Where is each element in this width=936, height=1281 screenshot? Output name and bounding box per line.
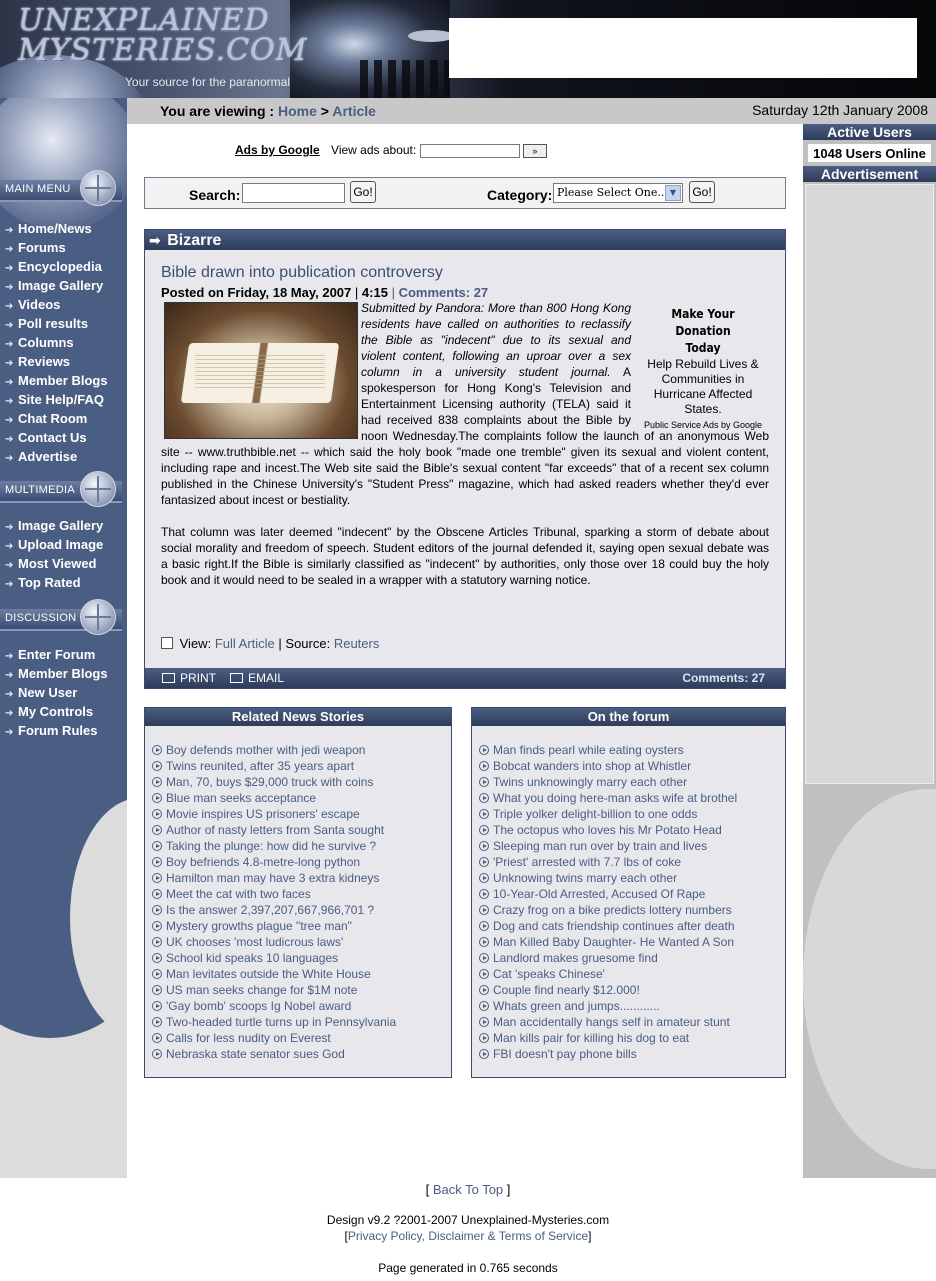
list-item[interactable] <box>152 822 451 838</box>
sidebar-item-label: Most Viewed <box>18 556 97 571</box>
related-news-list <box>145 742 451 1062</box>
sidebar-item-label: Enter Forum <box>18 647 96 662</box>
source-link[interactable]: Reuters <box>333 636 380 651</box>
list-item-link[interactable]: Twins unknowingly marry each other <box>493 775 688 789</box>
view-ads-label: View ads about: <box>331 143 417 157</box>
circle-arrow-icon <box>479 761 489 771</box>
sidebar-item-label: Forum Rules <box>18 723 98 738</box>
sidebar-item-reviews[interactable] <box>0 352 127 371</box>
site-logo[interactable] <box>18 3 308 68</box>
circle-arrow-icon <box>152 873 162 883</box>
main-content <box>127 124 803 1161</box>
list-item[interactable] <box>479 838 785 854</box>
arrow-right-icon: ➔ <box>5 244 14 255</box>
list-item[interactable] <box>479 902 785 918</box>
list-item-link[interactable]: Crazy frog on a bike predicts lottery numbers <box>493 903 732 917</box>
circle-arrow-icon <box>479 1049 489 1059</box>
arrow-right-icon: ➔ <box>5 651 14 662</box>
sidebar-item-chat-room[interactable] <box>0 409 127 428</box>
list-item-link[interactable]: FBI doesn't pay phone bills <box>493 1047 637 1061</box>
article-section-title: Bizarre <box>167 232 222 249</box>
circle-arrow-icon <box>152 809 162 819</box>
sidebar-item-my-controls[interactable] <box>0 702 127 721</box>
list-item-link[interactable]: Author of nasty letters from Santa sought <box>166 823 385 837</box>
category-selected-value: Please Select One.. <box>557 186 665 199</box>
main-menu-header <box>0 170 127 210</box>
comments-link[interactable]: Comments: 27 <box>398 285 489 300</box>
list-item[interactable] <box>152 886 451 902</box>
circle-arrow-icon <box>152 1033 162 1043</box>
sidebar-item-label: Poll results <box>18 316 89 331</box>
list-item[interactable] <box>479 1046 785 1062</box>
circle-arrow-icon <box>479 873 489 883</box>
article-title: Bible drawn into publication controversy <box>161 264 443 281</box>
circle-arrow-icon <box>479 969 489 979</box>
top-ad-banner[interactable] <box>449 18 917 78</box>
forum-title: On the forum <box>472 708 785 726</box>
forum-list <box>472 742 785 1062</box>
donation-ad[interactable] <box>637 300 769 430</box>
list-item-link[interactable]: Man levitates outside the White House <box>166 967 371 981</box>
article-view-line <box>161 636 379 651</box>
article-footer-bar <box>145 668 785 688</box>
list-item[interactable] <box>152 1014 451 1030</box>
circle-arrow-icon <box>479 745 489 755</box>
article-paragraph-1-rest: A spokesperson for Hong Kong's Television and Entertainment Licensing authority (TELA) said it had received 838 complaints about the Bible by noon Wednesday.The complaints follow the launch of an anonymous Web site -- www.truthbible.net -- which said the holy book "made one tremble" given its sexual and violent content, including rape and incest.The Web site said the Bible's sexual content "far exceeds" that of a recent sex column published in the Chinese University's "Student Press" magazine, which had asked readers whether they'd ever fantasized about incest or bestiality. <box>161 365 769 507</box>
article-body <box>161 300 769 604</box>
related-news-box <box>144 707 452 1078</box>
printer-icon <box>162 673 175 683</box>
search-input[interactable] <box>242 183 345 203</box>
circle-arrow-icon <box>152 841 162 851</box>
multimedia-header <box>0 471 127 511</box>
sidebar-item-contact-us[interactable] <box>0 428 127 447</box>
sidebar-item-enter-forum[interactable] <box>0 645 127 664</box>
posted-date: Posted on Friday, 18 May, 2007 <box>161 285 352 300</box>
list-item[interactable] <box>479 950 785 966</box>
sidebar-item-poll-results[interactable] <box>0 314 127 333</box>
list-item[interactable] <box>479 934 785 950</box>
circle-arrow-icon <box>479 905 489 915</box>
list-item-link[interactable]: Hamilton man may have 3 extra kidneys <box>166 871 380 885</box>
list-item-link[interactable]: 'Priest' arrested with 7.7 lbs of coke <box>493 855 681 869</box>
print-button[interactable] <box>162 668 216 688</box>
circle-arrow-icon <box>152 889 162 899</box>
arrow-right-icon: ➔ <box>5 320 14 331</box>
list-item[interactable] <box>152 790 451 806</box>
circle-arrow-icon <box>479 1017 489 1027</box>
discussion-menu <box>0 645 127 740</box>
circle-arrow-icon <box>152 1001 162 1011</box>
breadcrumb-prefix: You are viewing : <box>160 103 275 119</box>
arrow-right-icon: ➔ <box>5 415 14 426</box>
view-label: View: <box>179 636 212 651</box>
list-item[interactable] <box>152 854 451 870</box>
globe-graphic <box>0 98 127 230</box>
list-item[interactable] <box>152 1046 451 1062</box>
list-item-link[interactable]: Blue man seeks acceptance <box>166 791 317 805</box>
circle-arrow-icon <box>152 969 162 979</box>
circle-arrow-icon <box>479 825 489 835</box>
sidebar-item-label: Member Blogs <box>18 373 108 388</box>
article-box <box>144 229 786 689</box>
article-intro: Submitted by Pandora: More than 800 Hong Kong residents have called on authorities to reclassify the Bible as "indecent" due to its sexual and violent content, following an uproar over a sex column in a university student journal. <box>361 301 631 379</box>
sidebar-item-label: Home/News <box>18 221 92 236</box>
site-header <box>0 0 936 98</box>
list-item-link[interactable]: What you doing here-man asks wife at brothel <box>493 791 738 805</box>
sidebar-item-label: Forums <box>18 240 66 255</box>
google-ads-bar <box>235 143 547 158</box>
list-item-link[interactable]: Couple find nearly $12.000! <box>493 983 640 997</box>
advertisement-header: Advertisement <box>803 166 936 182</box>
donate-body: Help Rebuild Lives & Communities in Hurricane Affected States. <box>647 357 759 416</box>
circle-arrow-icon <box>152 825 162 835</box>
list-item[interactable] <box>152 934 451 950</box>
list-item-link[interactable]: Nebraska state senator sues God <box>166 1047 345 1061</box>
list-item-link[interactable]: Dog and cats friendship continues after death <box>493 919 735 933</box>
comments-count[interactable]: Comments: 27 <box>682 671 765 685</box>
posted-time: 4:15 <box>361 285 388 300</box>
sidebar-item-label: Contact Us <box>18 430 87 445</box>
list-item[interactable] <box>479 758 785 774</box>
breadcrumb-current[interactable]: Article <box>332 103 376 119</box>
list-item-link[interactable]: Mystery growths plague "tree man" <box>166 919 352 933</box>
circle-arrow-icon <box>479 857 489 867</box>
circle-arrow-icon <box>152 921 162 931</box>
active-users-header: Active Users <box>803 124 936 140</box>
discussion-label: DISCUSSION <box>5 612 77 624</box>
arrow-right-icon: ➔ <box>5 358 14 369</box>
privacy-link[interactable]: Privacy Policy, Disclaimer & Terms of Service <box>347 1229 589 1243</box>
email-label: EMAIL <box>248 671 285 685</box>
circle-arrow-icon <box>152 953 162 963</box>
arrow-right-icon: ➔ <box>5 541 14 552</box>
globe-icon <box>80 471 116 507</box>
source-label: | Source: <box>278 636 331 651</box>
list-item[interactable] <box>152 902 451 918</box>
sidebar-item-label: Member Blogs <box>18 666 108 681</box>
list-item-link[interactable]: School kid speaks 10 languages <box>166 951 339 965</box>
list-item-link[interactable]: 'Gay bomb' scoops Ig Nobel award <box>166 999 352 1013</box>
list-item[interactable] <box>152 758 451 774</box>
list-item-link[interactable]: Unknowing twins marry each other <box>493 871 678 885</box>
page-generated: Page generated in 0.765 seconds <box>378 1261 558 1275</box>
sidebar-item-videos[interactable] <box>0 295 127 314</box>
list-item[interactable] <box>152 774 451 790</box>
list-item-link[interactable]: Man kills pair for killing his dog to eat <box>493 1031 690 1045</box>
main-menu <box>0 219 127 466</box>
globe-icon <box>80 170 116 206</box>
document-icon <box>161 637 173 649</box>
list-item-link[interactable]: Meet the cat with two faces <box>166 887 311 901</box>
list-item-link[interactable]: Is the answer 2,397,207,667,966,701 ? <box>166 903 375 917</box>
circle-arrow-icon <box>152 1049 162 1059</box>
sidebar-item-member-blogs[interactable] <box>0 371 127 390</box>
page-footer: [ Back To Top ] Design v9.2 ?2001-2007 Unexplained-Mysteries.com [Privacy Policy, Disclaimer & Terms of Service] Page generated in 0.765 seconds <box>0 1178 936 1281</box>
search-go-button[interactable]: Go! <box>350 181 376 203</box>
list-item-link[interactable]: The octopus who loves his Mr Potato Head <box>493 823 722 837</box>
sidebar-item-label: New User <box>18 685 78 700</box>
category-label: Category: <box>487 187 553 203</box>
related-news-title: Related News Stories <box>145 708 451 726</box>
circle-arrow-icon <box>479 953 489 963</box>
arrow-right-icon: ➔ <box>5 396 14 407</box>
list-item[interactable] <box>152 982 451 998</box>
arrow-right-icon: ➔ <box>5 434 14 445</box>
full-article-link[interactable]: Full Article <box>214 636 275 651</box>
sidebar-item-label: Reviews <box>18 354 71 369</box>
arrow-right-icon: ➔ <box>5 560 14 571</box>
sidebar-item-site-help-faq[interactable] <box>0 390 127 409</box>
list-item-link[interactable]: Man finds pearl while eating oysters <box>493 743 684 757</box>
sidebar-item-image-gallery[interactable] <box>0 276 127 295</box>
list-item-link[interactable]: Man Killed Baby Daughter- He Wanted A Son <box>493 935 735 949</box>
globe-icon <box>80 599 116 635</box>
sidebar-item-advertise[interactable] <box>0 447 127 466</box>
list-item[interactable] <box>479 806 785 822</box>
ufo-graphic <box>408 30 454 42</box>
list-item[interactable] <box>152 966 451 982</box>
list-item-link[interactable]: Boy befriends 4.8-metre-long python <box>166 855 361 869</box>
article-section-header <box>145 230 785 250</box>
list-item[interactable] <box>479 822 785 838</box>
logo-line1: UNEXPLAINED <box>18 3 270 38</box>
back-to-top-link[interactable]: Back To Top <box>432 1182 504 1197</box>
sidebar-item-upload-image[interactable] <box>0 535 127 554</box>
arrow-right-icon: ➔ <box>5 263 14 274</box>
article-paragraph-2: That column was later deemed "indecent" by the Obscene Articles Tribunal, sparking a storm of debate about social morality and freedom of speech. Student editors of the journal defended it, saying open sexual debate was a basic right.If the Bible is similarly classified as "indecent" by authorities, only those over 18 could buy the holy book and it would need to be sealed in a wrapper with a statutory warning notice. <box>161 525 769 587</box>
list-item-link[interactable]: Man, 70, buys $29,000 truck with coins <box>166 775 374 789</box>
sidebar-item-columns[interactable] <box>0 333 127 352</box>
sidebar-item-new-user[interactable] <box>0 683 127 702</box>
circle-arrow-icon <box>152 1017 162 1027</box>
list-item[interactable] <box>479 854 785 870</box>
circle-arrow-icon <box>479 921 489 931</box>
list-item[interactable] <box>479 774 785 790</box>
list-item[interactable] <box>479 886 785 902</box>
list-item[interactable] <box>479 1014 785 1030</box>
print-label: PRINT <box>180 671 216 685</box>
sidebar-item-label: Columns <box>18 335 74 350</box>
list-item[interactable] <box>479 1030 785 1046</box>
list-item-link[interactable]: US man seeks change for $1M note <box>166 983 358 997</box>
list-item-link[interactable]: Triple yolker delight-billion to one odds <box>493 807 698 821</box>
donate-title-line1: Make Your Donation <box>671 307 735 338</box>
circle-arrow-icon <box>152 857 162 867</box>
circle-arrow-icon <box>479 889 489 899</box>
sidebar-item-label: Upload Image <box>18 537 104 552</box>
circle-arrow-icon <box>479 1001 489 1011</box>
list-item-link[interactable]: Cat 'speaks Chinese' <box>493 967 605 981</box>
search-bar <box>144 177 786 209</box>
circle-arrow-icon <box>479 809 489 819</box>
arrow-right-icon: ➔ <box>5 453 14 464</box>
sidebar-item-label: Image Gallery <box>18 518 104 533</box>
list-item[interactable] <box>152 918 451 934</box>
list-item[interactable] <box>152 950 451 966</box>
sidebar-item-label: Chat Room <box>18 411 88 426</box>
circle-arrow-icon <box>152 777 162 787</box>
main-menu-label: MAIN MENU <box>5 183 71 195</box>
list-item-link[interactable]: Landlord makes gruesome find <box>493 951 658 965</box>
list-item[interactable] <box>152 870 451 886</box>
circle-arrow-icon <box>152 745 162 755</box>
current-date: Saturday 12th January 2008 <box>752 102 928 118</box>
arrow-right-icon: ➔ <box>5 727 14 738</box>
donate-title-line2: Today <box>685 341 721 355</box>
circle-arrow-icon <box>479 793 489 803</box>
arrow-right-icon: ➔ <box>5 339 14 350</box>
circle-arrow-icon <box>479 937 489 947</box>
forum-box <box>471 707 786 1078</box>
list-item[interactable] <box>479 966 785 982</box>
circle-arrow-icon <box>152 905 162 915</box>
circle-arrow-icon <box>152 937 162 947</box>
circle-arrow-icon <box>152 985 162 995</box>
figures-graphic <box>360 60 450 98</box>
breadcrumb-home-link[interactable]: Home <box>278 103 317 119</box>
sidebar-item-forum-rules[interactable] <box>0 721 127 740</box>
circle-arrow-icon <box>479 1033 489 1043</box>
right-sidebar <box>803 124 936 1178</box>
sidebar-item-label: Top Rated <box>18 575 81 590</box>
circle-arrow-icon <box>152 793 162 803</box>
arrow-right-icon: ➔ <box>5 708 14 719</box>
sidebar-item-member-blogs[interactable] <box>0 664 127 683</box>
sidebar-item-label: Videos <box>18 297 61 312</box>
circle-arrow-icon <box>479 985 489 995</box>
list-item-link[interactable]: Two-headed turtle turns up in Pennsylvania <box>166 1015 397 1029</box>
list-item[interactable] <box>152 806 451 822</box>
category-go-button[interactable]: Go! <box>689 181 715 203</box>
list-item-link[interactable]: Bobcat wanders into shop at Whistler <box>493 759 692 773</box>
left-sidebar <box>0 98 127 1178</box>
list-item[interactable] <box>479 998 785 1014</box>
list-item[interactable] <box>152 998 451 1014</box>
arrow-right-icon: ➔ <box>5 689 14 700</box>
arrow-right-icon: ➔ <box>5 579 14 590</box>
category-select[interactable] <box>553 183 683 203</box>
arrow-right-icon: ➡ <box>149 232 161 248</box>
ads-go-button[interactable]: » <box>523 144 547 158</box>
list-item-link[interactable]: Taking the plunge: how did he survive ? <box>166 839 377 853</box>
arrow-right-icon: ➔ <box>5 377 14 388</box>
circle-arrow-icon <box>152 761 162 771</box>
list-item[interactable] <box>479 918 785 934</box>
arrow-right-icon: ➔ <box>5 301 14 312</box>
logo-line2: MYSTERIES.COM <box>18 33 308 68</box>
list-item[interactable] <box>152 838 451 854</box>
chevron-down-icon: ▼ <box>665 185 681 201</box>
list-item[interactable] <box>479 790 785 806</box>
sidebar-ad-area[interactable] <box>805 184 934 784</box>
sidebar-item-label: Site Help/FAQ <box>18 392 104 407</box>
list-item-link[interactable]: Man accidentally hangs self in amateur stunt <box>493 1015 730 1029</box>
discussion-header <box>0 599 127 639</box>
sidebar-item-label: Advertise <box>18 449 78 464</box>
arrow-right-icon: ➔ <box>5 522 14 533</box>
site-tagline: Your source for the paranormal <box>125 75 290 89</box>
donate-footnote: Public Service Ads by Google <box>643 420 763 430</box>
multimedia-menu <box>0 516 127 592</box>
sidebar-item-label: Image Gallery <box>18 278 104 293</box>
search-label: Search: <box>189 187 241 203</box>
list-item[interactable] <box>479 870 785 886</box>
list-item-link[interactable]: Sleeping man run over by train and lives <box>493 839 708 853</box>
arrow-right-icon: ➔ <box>5 670 14 681</box>
list-item[interactable] <box>479 742 785 758</box>
ads-by-google-link[interactable]: Ads by Google <box>235 143 320 157</box>
list-item-link[interactable]: 10-Year-Old Arrested, Accused Of Rape <box>493 887 706 901</box>
list-item-link[interactable]: UK chooses 'most ludicrous laws' <box>166 935 344 949</box>
arrow-right-icon: ➔ <box>5 282 14 293</box>
circle-arrow-icon <box>479 777 489 787</box>
envelope-icon <box>230 673 243 683</box>
circle-arrow-icon <box>479 841 489 851</box>
users-online-count: 1048 Users Online <box>807 143 932 163</box>
list-item-link[interactable]: Boy defends mother with jedi weapon <box>166 743 366 757</box>
list-item[interactable] <box>479 982 785 998</box>
list-item-link[interactable]: Twins reunited, after 35 years apart <box>166 759 355 773</box>
sidebar-item-image-gallery[interactable] <box>0 516 127 535</box>
sidebar-item-most-viewed[interactable] <box>0 554 127 573</box>
list-item-link[interactable]: Whats green and jumps............ <box>493 999 660 1013</box>
ads-topic-input[interactable] <box>420 144 520 158</box>
design-credit: Design v9.2 ?2001-2007 Unexplained-Mysteries.com <box>326 1213 610 1227</box>
article-posted-line: Posted on Friday, 18 May, 2007 | 4:15 | Comments: 27 <box>161 285 489 300</box>
email-button[interactable] <box>230 668 284 688</box>
sidebar-item-label: My Controls <box>18 704 94 719</box>
sidebar-item-forums[interactable] <box>0 238 127 257</box>
sidebar-item-label: Encyclopedia <box>18 259 102 274</box>
sidebar-item-encyclopedia[interactable] <box>0 257 127 276</box>
arrow-right-icon: ➔ <box>5 225 14 236</box>
list-item-link[interactable]: Calls for less nudity on Everest <box>166 1031 331 1045</box>
list-item[interactable] <box>152 742 451 758</box>
sidebar-item-top-rated[interactable] <box>0 573 127 592</box>
multimedia-label: MULTIMEDIA <box>5 484 76 496</box>
list-item[interactable] <box>152 1030 451 1046</box>
list-item-link[interactable]: Movie inspires US prisoners' escape <box>166 807 360 821</box>
sidebar-item-home-news[interactable] <box>0 219 127 238</box>
breadcrumb <box>127 98 936 124</box>
breadcrumb-separator: > <box>320 103 329 119</box>
